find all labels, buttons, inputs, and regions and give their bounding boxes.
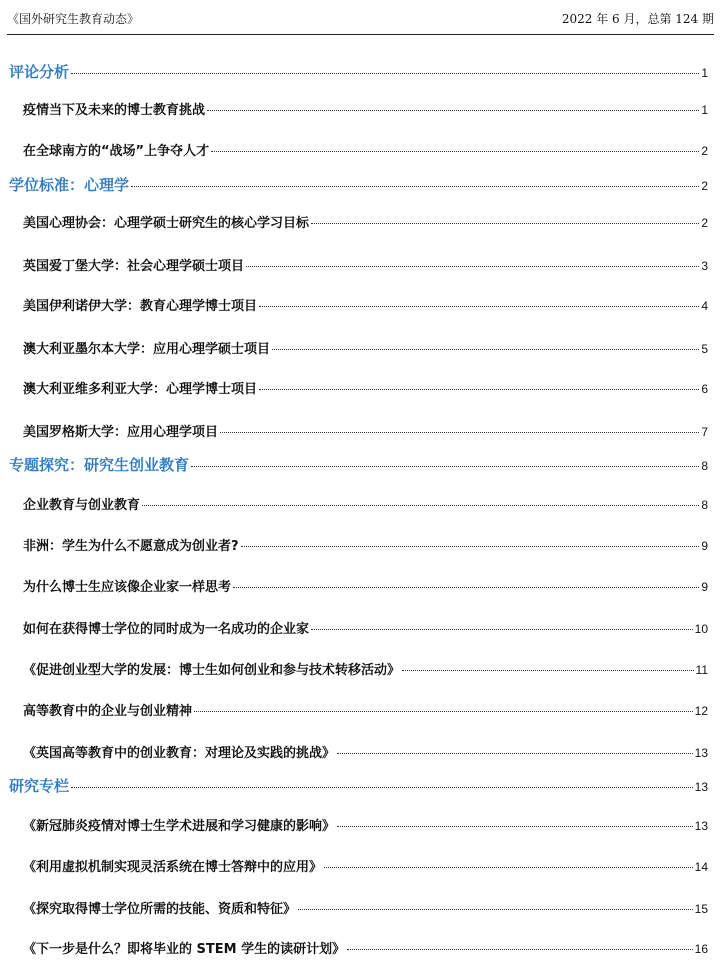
toc-entry-row[interactable]: [0, 898, 721, 920]
dot-leader: [272, 349, 699, 350]
toc-entry-row[interactable]: [0, 659, 721, 681]
toc-entry-title: 在全球南方的“战场”上争夺人才: [23, 144, 210, 159]
toc-entry-row[interactable]: [0, 295, 721, 317]
toc-entry-title: 《新冠肺炎疫情对博士生学术进展和学习健康的影响》: [23, 819, 336, 834]
dot-leader: [402, 670, 694, 671]
dot-leader: [337, 826, 693, 827]
toc-entry-title: 《探究取得博士学位所需的技能、资质和特征》: [23, 902, 297, 917]
toc-entry-row[interactable]: [0, 856, 721, 878]
toc-entry-row[interactable]: [0, 618, 721, 640]
toc-entry-row[interactable]: [0, 338, 721, 360]
toc-entry-title: 《下一步是什么？即将毕业的 STEM 学生的读研计划》: [23, 942, 346, 957]
page-number: 3: [701, 259, 708, 273]
toc-section-title: 评论分析: [9, 63, 70, 81]
page-number: 13: [694, 746, 708, 760]
toc-entry-row[interactable]: [0, 938, 721, 960]
toc-section-row[interactable]: [0, 775, 721, 797]
toc-entry-row[interactable]: [0, 378, 721, 400]
toc-entry-title: 高等教育中的企业与创业精神: [23, 704, 193, 719]
toc-entry-title: 《利用虚拟机制实现灵活系统在博士答辩中的应用》: [23, 860, 323, 875]
toc-entry-row[interactable]: [0, 212, 721, 234]
page-number: 13: [694, 780, 708, 794]
page-number: 2: [701, 179, 708, 193]
toc-section-title: 研究专栏: [9, 777, 70, 795]
toc-entry-title: 疫情当下及未来的博士教育挑战: [23, 103, 206, 118]
dot-leader: [131, 186, 699, 187]
toc-entry-title: 美国伊利诺伊大学：教育心理学博士项目: [23, 299, 258, 314]
page-number: 16: [694, 942, 708, 956]
page-number: 10: [694, 622, 708, 636]
dot-leader: [259, 389, 699, 390]
dot-leader: [71, 787, 693, 788]
dot-leader: [211, 151, 699, 152]
toc-section-row[interactable]: [0, 454, 721, 476]
page-number: 9: [701, 539, 708, 553]
toc-section-title: 学位标准：心理学: [9, 176, 130, 194]
page-number: 6: [701, 382, 708, 396]
toc-entry-title: 美国罗格斯大学：应用心理学项目: [23, 425, 219, 440]
toc-entry-row[interactable]: [0, 815, 721, 837]
page-number: 9: [701, 580, 708, 594]
toc-section-row[interactable]: [0, 61, 721, 83]
toc-entry-title: 澳大利亚维多利亚大学：心理学博士项目: [23, 382, 258, 397]
toc-entry-row[interactable]: [0, 140, 721, 162]
toc-entry-title: 《英国高等教育中的创业教育：对理论及实践的挑战》: [23, 746, 336, 761]
journal-title: 《国外研究生教育动态》: [7, 12, 140, 26]
dot-leader: [233, 587, 699, 588]
dot-leader: [194, 711, 693, 712]
page-number: 8: [701, 498, 708, 512]
toc-entry-row[interactable]: [0, 576, 721, 598]
page-number: 5: [701, 342, 708, 356]
toc-entry-title: 澳大利亚墨尔本大学：应用心理学硕士项目: [23, 342, 271, 357]
page-number: 11: [695, 663, 708, 677]
dot-leader: [220, 432, 699, 433]
page-number: 8: [701, 459, 708, 473]
toc-entry-title: 《促进创业型大学的发展：博士生如何创业和参与技术转移活动》: [23, 663, 401, 678]
dot-leader: [337, 753, 693, 754]
toc-entry-row[interactable]: [0, 255, 721, 277]
page-number: 14: [694, 860, 708, 874]
toc-entry-title: 英国爱丁堡大学：社会心理学硕士项目: [23, 259, 245, 274]
dot-leader: [207, 110, 699, 111]
toc-entry-row[interactable]: [0, 494, 721, 516]
dot-leader: [311, 223, 699, 224]
issue-info: 2022 年 6 月，总第 124 期: [561, 12, 714, 26]
page-number: 13: [694, 819, 708, 833]
dot-leader: [142, 505, 699, 506]
dot-leader: [191, 466, 699, 467]
dot-leader: [324, 867, 693, 868]
page-number: 4: [701, 299, 708, 313]
toc-section-title: 专题探究：研究生创业教育: [9, 456, 190, 474]
toc-entry-title: 非洲：学生为什么不愿意成为创业者?: [23, 539, 239, 554]
dot-leader: [71, 73, 699, 74]
toc-entry-title: 美国心理协会：心理学硕士研究生的核心学习目标: [23, 216, 310, 231]
page-number: 1: [701, 103, 708, 117]
dot-leader: [298, 909, 693, 910]
dot-leader: [311, 629, 693, 630]
toc-entry-title: 企业教育与创业教育: [23, 498, 141, 513]
page-number: 2: [701, 216, 708, 230]
dot-leader: [246, 266, 699, 267]
toc-entry-row[interactable]: [0, 421, 721, 443]
toc-entry-title: 如何在获得博士学位的同时成为一名成功的企业家: [23, 622, 310, 637]
toc-entry-row[interactable]: [0, 99, 721, 121]
page-number: 12: [694, 704, 708, 718]
page-number: 15: [694, 902, 708, 916]
toc-entry-row[interactable]: [0, 742, 721, 764]
dot-leader: [347, 949, 693, 950]
page-number: 2: [701, 144, 708, 158]
page-number: 1: [701, 66, 708, 80]
toc-section-row[interactable]: [0, 174, 721, 196]
toc-entry-title: 为什么博士生应该像企业家一样思考: [23, 580, 232, 595]
toc-entry-row[interactable]: [0, 535, 721, 557]
page-number: 7: [701, 425, 708, 439]
toc-entry-row[interactable]: [0, 700, 721, 722]
dot-leader: [241, 546, 700, 547]
dot-leader: [259, 306, 699, 307]
